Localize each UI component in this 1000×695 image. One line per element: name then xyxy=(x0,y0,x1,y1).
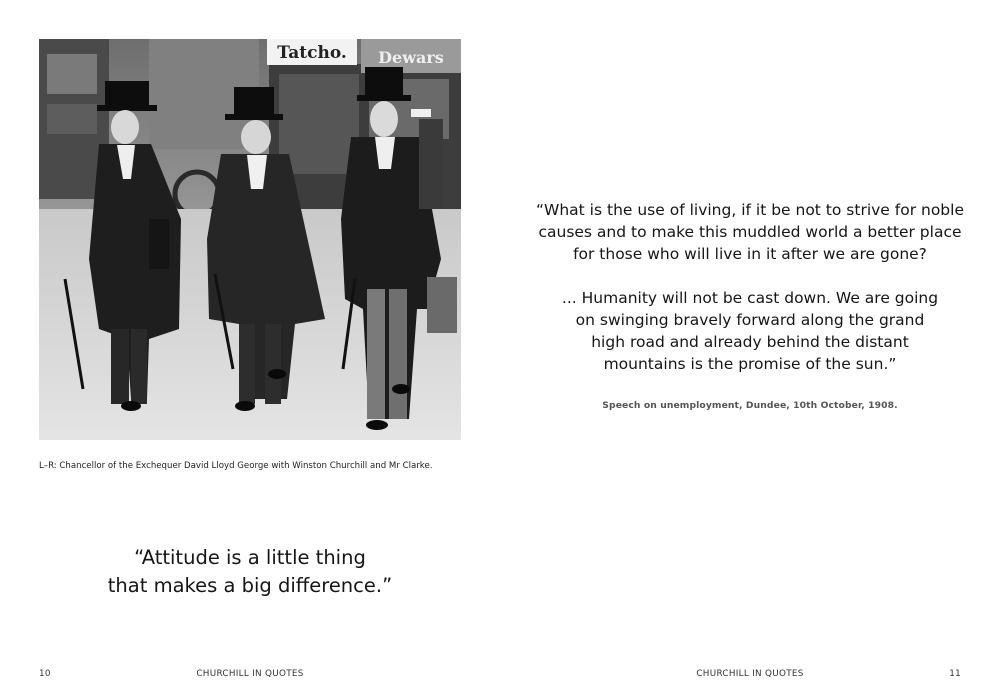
sign-tatcho: Tatcho. xyxy=(277,43,347,63)
running-head-left: CHURCHILL IN QUOTES xyxy=(196,669,304,679)
left-quote xyxy=(0,544,500,600)
quote-line: on swinging bravely forward along the grand xyxy=(575,311,925,329)
quote-line: for those who will live in it after we are gone? xyxy=(573,245,927,263)
quote-line: causes and to make this muddled world a better place xyxy=(538,223,962,241)
page-number-left: 10 xyxy=(39,669,51,679)
page-number-right: 11 xyxy=(949,669,961,679)
left-quote-line: that makes a big difference.” xyxy=(107,574,393,597)
photo-illustration xyxy=(39,39,461,440)
running-head-right: CHURCHILL IN QUOTES xyxy=(696,669,804,679)
quote-paragraph xyxy=(500,287,1000,375)
photo-caption: L–R: Chancellor of the Exchequer David Lloyd George with Winston Churchill and Mr Clarke. xyxy=(39,461,433,471)
quote-line: high road and already behind the distant xyxy=(591,333,909,351)
quote-paragraph xyxy=(500,199,1000,265)
historical-photograph xyxy=(39,39,461,440)
quote-line: mountains is the promise of the sun.” xyxy=(603,355,897,373)
sign-dewars: Dewars xyxy=(378,48,444,67)
quote-line: ... Humanity will not be cast down. We are going xyxy=(561,289,939,307)
right-page xyxy=(500,0,1000,695)
quote-source: Speech on unemployment, Dundee, 10th October, 1908. xyxy=(602,400,898,411)
left-quote-line: “Attitude is a little thing xyxy=(134,546,366,569)
quote-line: “What is the use of living, if it be not to strive for noble xyxy=(536,201,964,219)
right-quote xyxy=(500,199,1000,375)
